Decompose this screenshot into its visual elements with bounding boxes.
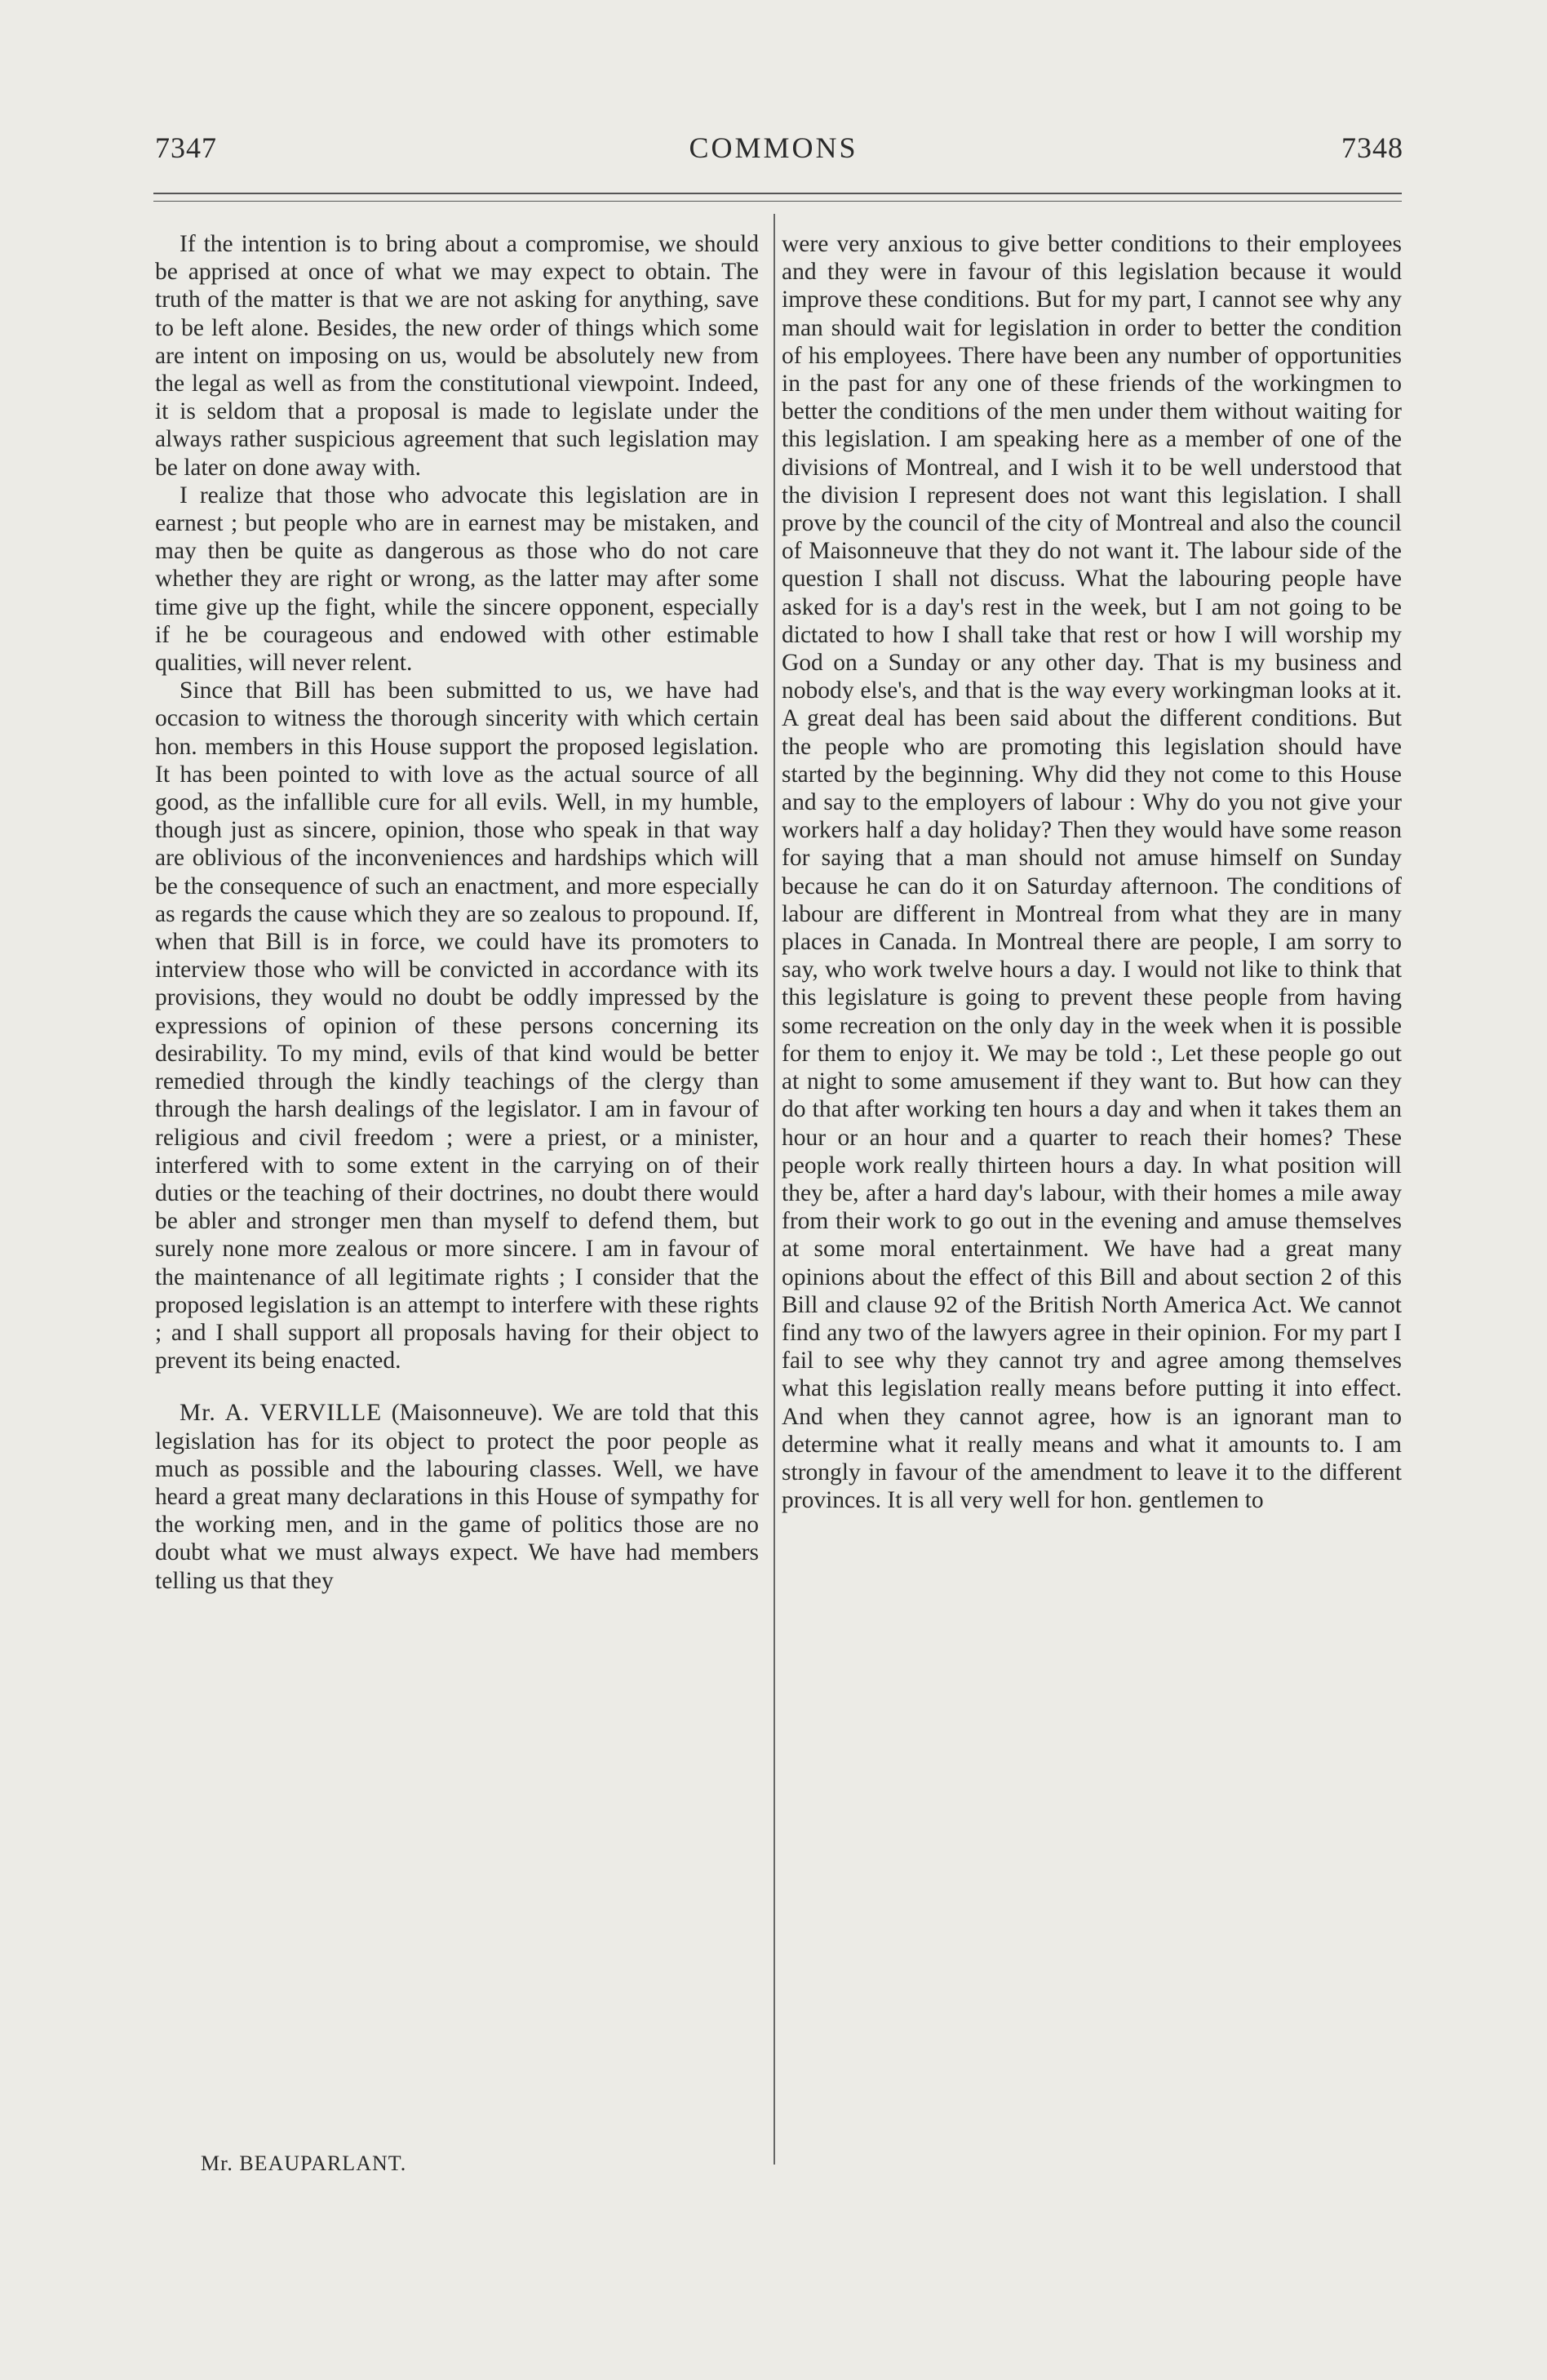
header-rule-bottom — [153, 201, 1402, 202]
footer-speaker-note: Mr. BEAUPARLANT. — [201, 2151, 407, 2175]
right-paragraph-1: were very anxious to give better conditions to their employees and they were in favour of this legislation because it would improve these conditions. But for my part, I cannot see why any man should wait for legislation in order to better the condition of his employees. There have been any number of opportunities in the past for any one of these friends of the workingmen to better the conditions of the men under them without waiting for this legislation. I am speaking here as a member of one of the divisions of Montreal, and I wish it to be well understood that the division I represent does not want this legislation. I shall prove by the council of the city of Montreal and also the council of Maisonneuve that they do not want it. The labour side of the question I shall not discuss. What the labouring people have asked for is a day's rest in the week, but I am not going to be dictated to how I shall take that rest or how I will worship my God on a Sunday or any other day. That is my business and nobody else's, and that is the way every workingman looks at it. A great deal has been said about the different conditions. But the people who are promoting this legislation should have started by the beginning. Why did they not come to this House and say to the employers of labour : Why do you not give your workers half a day holiday? Then they would have some reason for saying that a man should not amuse himself on Sunday because he can do it on Saturday afternoon. The conditions of labour are different in Montreal from what they are in many places in Canada. In Montreal there are people, I am sorry to say, who work twelve hours a day. I would not like to think that this legislature is going to prevent these people from having some recreation on the only day in the week when it is possible for them to enjoy it. We may be told :, Let these people go out at night to some amusement if they want to. But how can they do that after working ten hours a day and when it takes them an hour or an hour and a quarter to reach their homes? These people work really thirteen hours a day. In what position will they be, after a hard day's labour, with their homes a mile away from their work to go out in the evening and amuse themselves at some moral entertainment. We have had a great many opinions about the effect of this Bill and about section 2 of this Bill and clause 92 of the British North America Act. We cannot find any two of the lawyers agree in their opinion. For my part I fail to see why they cannot try and agree among themselves what this legislation really means before putting it into effect. And when they cannot agree, how is an ignorant man to determine what it really means and what it amounts to. I am strongly in favour of the amendment to leave it to the different provinces. It is all very well for hon. gentlemen to — [782, 231, 1402, 1514]
header-rule-top — [153, 193, 1402, 194]
left-paragraph-1: If the intention is to bring about a compromise, we should be apprised at once of what we may expect to obtain. The truth of the matter is that we are not asking for anything, save to be left alone. Besides, the new order of things which some are intent on imposing on us, would be absolutely new from the legal as well as from the constitutional viewpoint. Indeed, it is seldom that a proposal is made to legislate under the always rather suspicious agreement that such legislation may be later on done away with. — [155, 231, 759, 481]
page-header — [0, 131, 1547, 180]
right-page-number: 7348 — [1341, 131, 1403, 164]
right-column — [782, 230, 1402, 1514]
left-paragraph-3: Since that Bill has been submitted to us, we have had occasion to witness the thorough sincerity with which certain hon. members in this House support the proposed legislation. It has been pointed to with love as the actual source of all good, as the infallible cure for all evils. Well, in my humble, though just as sincere, opinion, those who speak in that way are oblivious of the inconveniences and hardships which will be the consequence of such an enactment, and more especially as regards the cause which they are so zealous to propound. If, when that Bill is in force, we could have its promoters to interview those who will be convicted in accordance with its provisions, they would no doubt be oddly impressed by the expressions of opinion of these persons concerning its desirability. To my mind, evils of that kind would be better remedied through the kindly teachings of the clergy than through the harsh dealings of the legislator. I am in favour of religious and civil freedom ; were a priest, or a minister, interfered with to some extent in the carrying on of their duties or the teaching of their doctrines, no doubt there would be abler and stronger men than myself to defend them, but surely none more zealous or more sincere. I am in favour of the maintenance of all legitimate rights ; I consider that the proposed legislation is an attempt to interfere with these rights ; and I shall support all proposals having for their object to prevent its being enacted. — [155, 677, 759, 1374]
left-page-number: 7347 — [155, 131, 217, 164]
speaker-riding: (Maisonneuve). — [391, 1400, 543, 1427]
page-title: COMMONS — [689, 131, 858, 164]
speech-paragraph — [155, 1399, 759, 1594]
left-column — [155, 230, 759, 1595]
left-paragraph-2: I realize that those who advocate this legislation are in earnest ; but people who are in earnest may be mistaken, and may then be quite as dangerous as those who do not care whether they are right or wrong, as the latter may after some time give up the fight, while the sincere opponent, especially if he be courageous and endowed with other estimable qualities, will never relent. — [155, 482, 759, 677]
speech-text: We are told that this legislation has for its object to protect the poor people as much as possible and the labouring classes. Well, we have heard a great many declarations in this House of sympathy for the working men, and in the game of politics those are no doubt what we must always expect. We have had members telling us that they — [155, 1400, 760, 1594]
speaker-name: Mr. A. VERVILLE — [180, 1400, 383, 1427]
column-divider — [774, 214, 775, 2165]
